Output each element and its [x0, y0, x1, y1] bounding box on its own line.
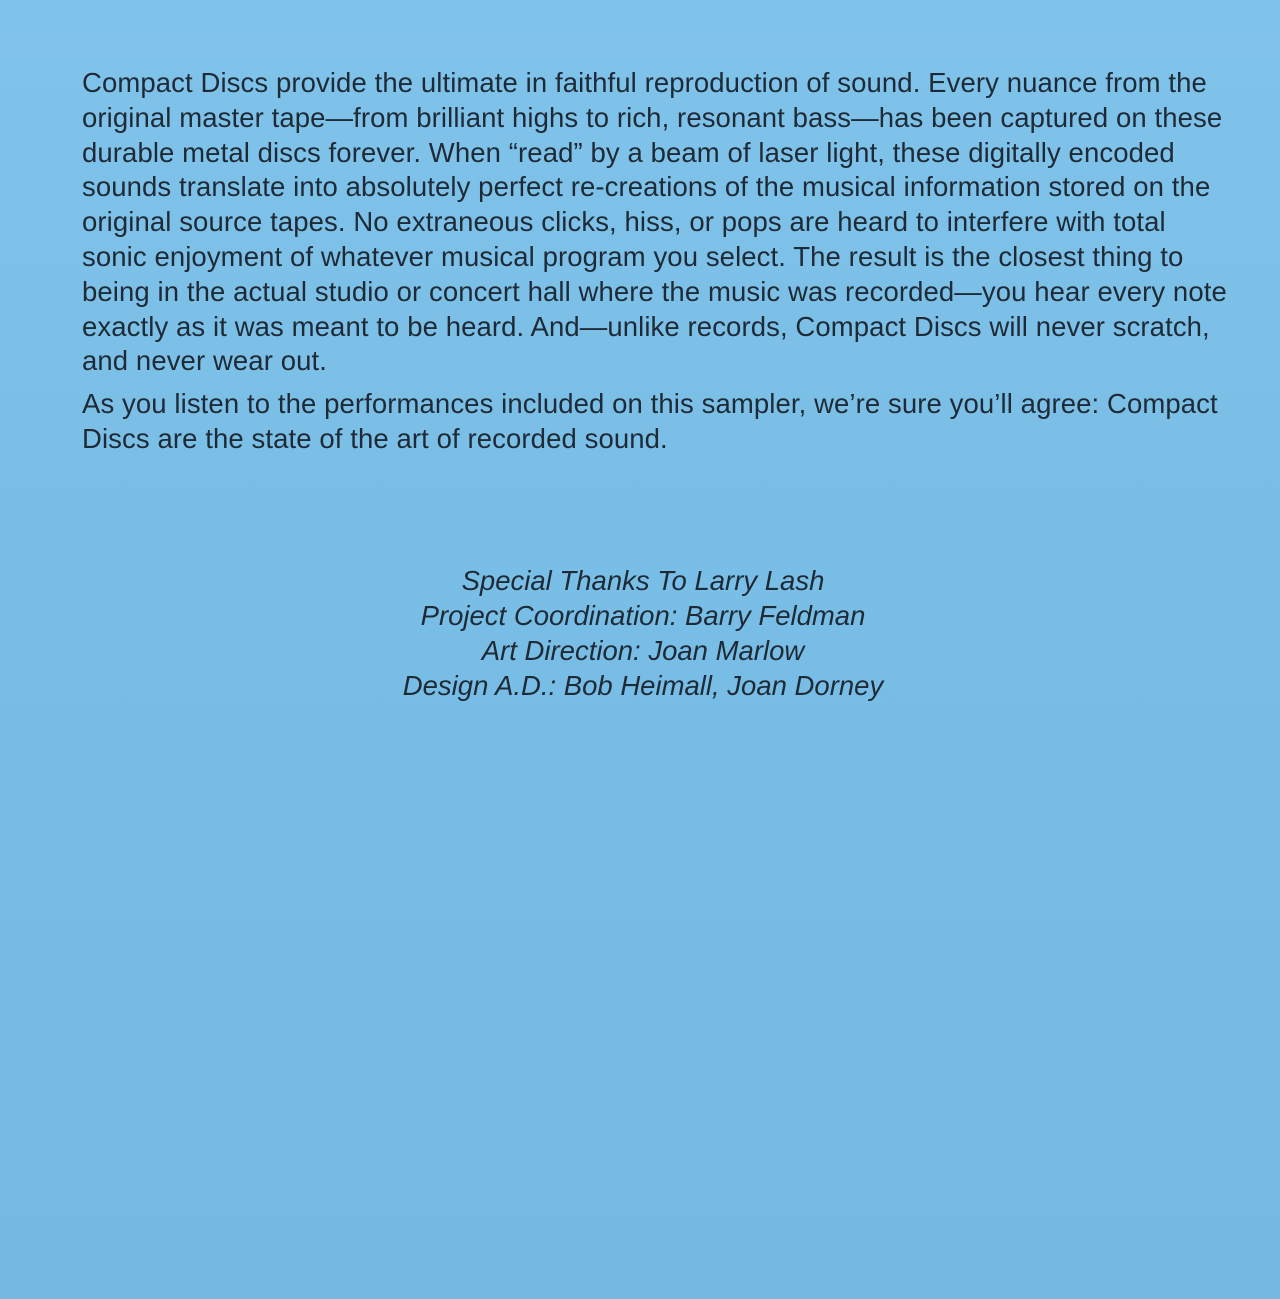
- credit-special-thanks: Special Thanks To Larry Lash: [461, 565, 825, 596]
- body-text: [82, 66, 1232, 457]
- credit-design: Design A.D.: Bob Heimall, Joan Dorney: [402, 670, 884, 701]
- paragraph-closing: As you listen to the performances included on this sampler, we’re sure you’ll agree: Compact Discs are the state of the art of recorded sound.: [82, 388, 1218, 454]
- credits-block: [0, 563, 1280, 703]
- credit-project-coordination: Project Coordination: Barry Feldman: [420, 600, 866, 631]
- credit-art-direction: Art Direction: Joan Marlow: [481, 635, 805, 666]
- paragraph-intro: Compact Discs provide the ultimate in faithful reproduction of sound. Every nuance from the original master tape—from brilliant highs to rich, resonant bass—has been captured on these durable metal discs forever. When “read” by a beam of laser light, these digitally encoded sounds translate into absolutely perfect re-creations of the musical information stored on the original source tapes. No extraneous clicks, hiss, or pops are heard to interfere with total sonic enjoyment of whatever musical program you select. The result is the closest thing to being in the actual studio or concert hall where the music was recorded—you hear every note exactly as it was meant to be heard. And—unlike records, Compact Discs will never scratch, and never wear out.: [82, 67, 1227, 377]
